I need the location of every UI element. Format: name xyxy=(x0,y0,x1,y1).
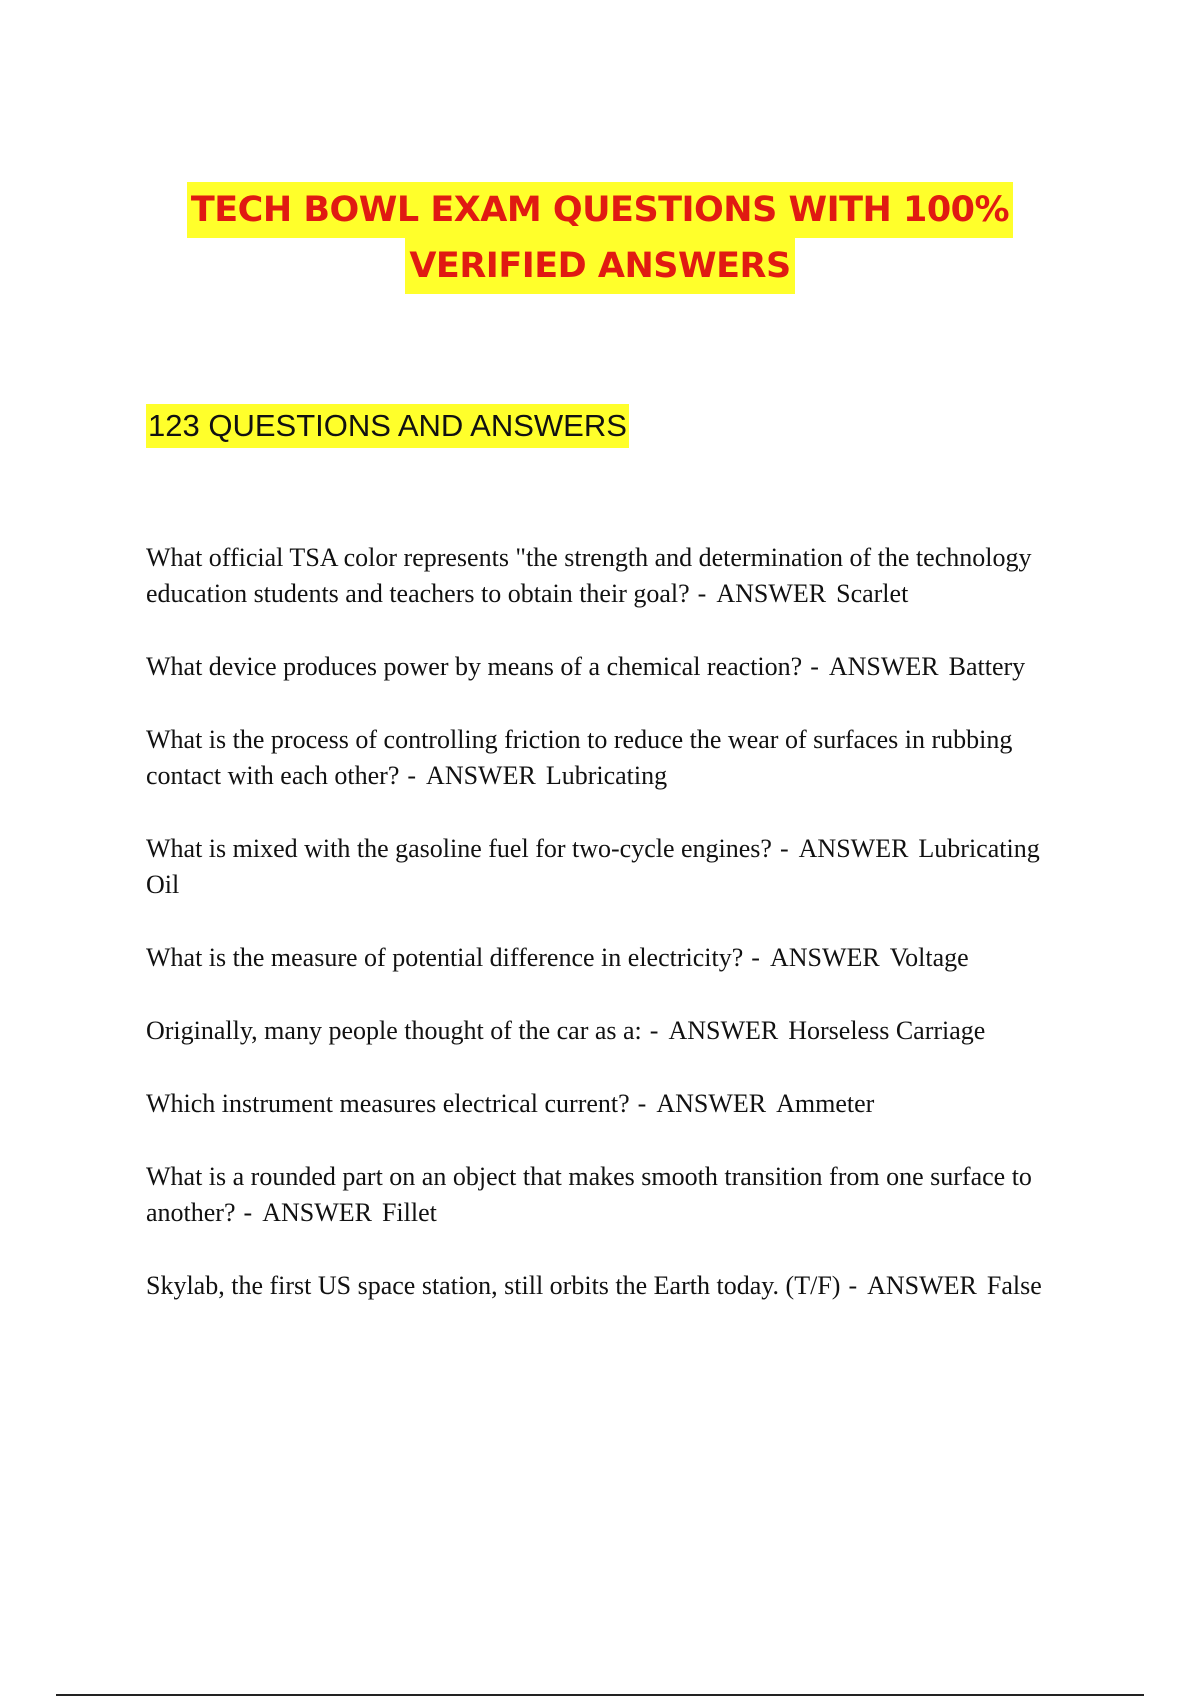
qa-item xyxy=(146,1268,1076,1304)
answer-label: ANSWER xyxy=(867,1271,977,1300)
title-line-2: VERIFIED ANSWERS xyxy=(405,238,794,294)
qa-item xyxy=(146,1086,1076,1122)
qa-item xyxy=(146,1159,1076,1231)
answer-text: Voltage xyxy=(889,943,969,972)
answer-text: Fillet xyxy=(381,1198,437,1227)
answer-label: ANSWER xyxy=(656,1089,767,1118)
answer-text: Scarlet xyxy=(836,579,909,608)
qa-item xyxy=(146,722,1076,794)
separator: - xyxy=(649,1016,659,1045)
question-text: What is mixed with the gasoline fuel for two-cycle engines? xyxy=(146,834,772,863)
question-text: Which instrument measures electrical current? xyxy=(146,1089,630,1118)
question-text: What device produces power by means of a chemical reaction? xyxy=(146,652,803,681)
answer-label: ANSWER xyxy=(716,579,827,608)
separator: - xyxy=(697,579,707,608)
separator: - xyxy=(407,761,417,790)
answer-label: ANSWER xyxy=(262,1198,372,1227)
separator: - xyxy=(810,652,819,681)
answer-text: False xyxy=(986,1271,1042,1300)
answer-text: Horseless Carriage xyxy=(788,1016,986,1045)
footer-divider xyxy=(56,1694,1144,1696)
answer-label: ANSWER xyxy=(426,761,536,790)
qa-item xyxy=(146,540,1076,612)
separator: - xyxy=(243,1198,253,1227)
qa-list xyxy=(146,540,1076,1341)
separator: - xyxy=(848,1271,858,1300)
answer-text: Lubricating Oil xyxy=(146,834,1040,899)
qa-item xyxy=(146,1013,1076,1049)
answer-text: Battery xyxy=(948,652,1026,681)
document-title xyxy=(0,182,1200,294)
qa-item xyxy=(146,649,1076,685)
question-text: What is the process of controlling friction to reduce the wear of surfaces in rubbing contact with each other? xyxy=(146,725,1013,790)
answer-label: ANSWER xyxy=(668,1016,779,1045)
qa-item xyxy=(146,831,1076,903)
qa-item xyxy=(146,940,1076,976)
question-text: Skylab, the first US space station, still orbits the Earth today. (T/F) xyxy=(146,1271,841,1300)
title-line-1: TECH BOWL EXAM QUESTIONS WITH 100% xyxy=(187,182,1013,238)
separator: - xyxy=(779,834,789,863)
answer-label: ANSWER xyxy=(828,652,939,681)
question-count-heading: 123 QUESTIONS AND ANSWERS xyxy=(146,404,629,448)
separator: - xyxy=(637,1089,647,1118)
question-text: What is the measure of potential difference in electricity? xyxy=(146,943,744,972)
separator: - xyxy=(751,943,760,972)
answer-label: ANSWER xyxy=(798,834,909,863)
question-text: What official TSA color represents "the strength and determination of the technology education students and teachers to obtain their goal? xyxy=(146,543,1032,608)
answer-text: Lubricating xyxy=(545,761,668,790)
question-text: Originally, many people thought of the car as a: xyxy=(146,1016,642,1045)
answer-text: Ammeter xyxy=(776,1089,875,1118)
answer-label: ANSWER xyxy=(769,943,880,972)
question-text: What is a rounded part on an object that makes smooth transition from one surface to another? xyxy=(146,1162,1032,1227)
